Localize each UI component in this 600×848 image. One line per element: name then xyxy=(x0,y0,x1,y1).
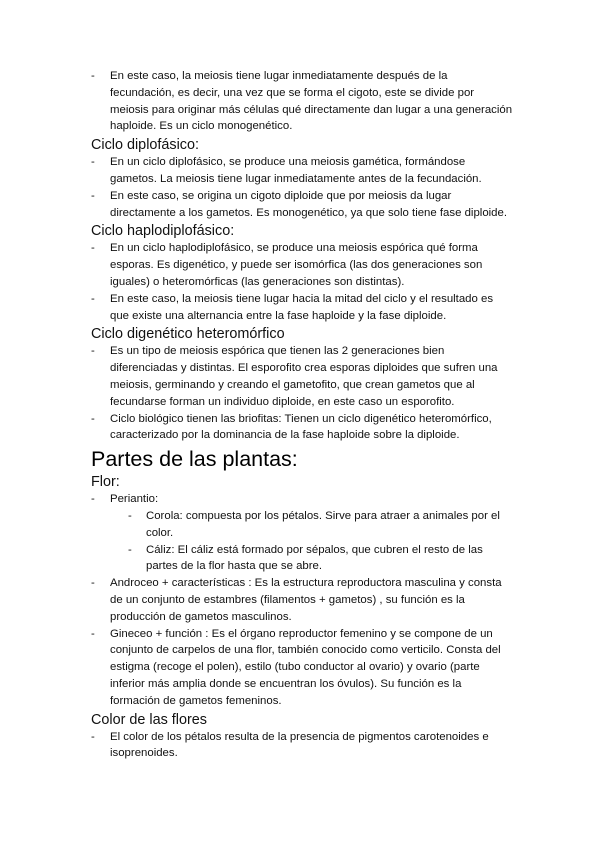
bullet-dash: - xyxy=(91,242,95,255)
document-content xyxy=(0,68,600,762)
item-text: Ciclo biológico tienen las briofitas: Tienen un ciclo digenético heteromórfico, caracterizado por la dominancia de la fase haploide sobre la diploide. xyxy=(110,412,492,442)
bullet-dash: - xyxy=(128,509,132,522)
sub-list-item xyxy=(0,508,600,542)
bullet-dash: - xyxy=(91,493,95,506)
bullet-dash: - xyxy=(91,189,95,202)
item-text: En este caso, se origina un cigoto diploide que por meiosis da lugar directamente a los gametos. Es monogenético, ya que solo tiene fase diploide. xyxy=(110,189,508,219)
bullet-dash: - xyxy=(91,292,95,305)
item-text: Es un tipo de meiosis espórica que tienen las 2 generaciones bien diferenciadas y distintas. El esporofito crea esporas diploides que sufren una meiosis, germinando y creando el gametofito, que crean gametos que al fecundarse forman un individuo diploide, en este caso un esporofito. xyxy=(110,345,498,408)
list-item xyxy=(0,491,600,508)
bullet-dash: - xyxy=(91,70,95,82)
item-text: Androceo + características : Es la estructura reproductora masculina y consta de un conjunto de estambres (filamentos + gametos) , su función es la producción de gametos masculinos. xyxy=(110,577,502,623)
list-item xyxy=(0,291,600,325)
bullet-dash: - xyxy=(128,543,132,556)
list-item xyxy=(0,188,600,222)
list-item xyxy=(0,411,600,445)
section-heading: Color de las flores xyxy=(91,711,207,728)
list-item xyxy=(0,240,600,290)
list-item xyxy=(0,729,600,763)
bullet-dash: - xyxy=(91,730,95,743)
section-heading: Ciclo haplodiplofásico: xyxy=(91,223,235,240)
item-text: Gineceo + función : Es el órgano reproductor femenino y se compone de un conjunto de carpelos de una flor, también conocido como verticilo. Consta del estigma (recoge el polen), estilo (tubo conductor al ovario) y ovario (parte inferior más amplia donde se encuentran los óvulos). Su función es la formación de gametos femeninos. xyxy=(110,627,501,707)
list-item xyxy=(0,626,600,710)
sub-list-item xyxy=(0,542,600,576)
section-heading: Flor: xyxy=(91,474,120,491)
item-text: Periantio: xyxy=(110,493,159,506)
item-text: En un ciclo diplofásico, se produce una meiosis gamética, formándose gametos. La meiosis tiene lugar inmediatamente antes de la fecundación. xyxy=(110,156,482,185)
list-item xyxy=(0,68,600,135)
bullet-dash: - xyxy=(91,412,95,425)
item-text: El color de los pétalos resulta de la presencia de pigmentos carotenoides e isoprenoides. xyxy=(110,730,489,760)
bullet-dash: - xyxy=(91,627,95,640)
section-heading: Ciclo digenético heteromórfico xyxy=(91,326,285,343)
main-heading: Partes de las plantas: xyxy=(91,447,298,472)
list-item xyxy=(0,154,600,188)
list-item xyxy=(0,575,600,625)
list-item xyxy=(0,343,600,410)
item-text: Corola: compuesta por los pétalos. Sirve para atraer a animales por el color. xyxy=(146,509,500,539)
bullet-dash: - xyxy=(91,577,95,590)
item-text: En este caso, la meiosis tiene lugar inmediatamente después de la fecundación, es decir, una vez que se forma el cigoto, este se divide por meiosis para originar más células qué directamente dan lugar a una generación haploide. Es un ciclo monogenético. xyxy=(110,70,513,133)
item-text: Cáliz: El cáliz está formado por sépalos, que cubren el resto de las partes de la flor hasta que se abre. xyxy=(146,543,483,573)
item-text: En un ciclo haplodiplofásico, se produce una meiosis espórica qué forma esporas. Es digenético, y puede ser isomórfica (las dos generaciones son iguales) o heteromórficas (las generaciones son distintas). xyxy=(110,242,483,288)
item-text: En este caso, la meiosis tiene lugar hacia la mitad del ciclo y el resultado es que existe una alternancia entre la fase haploide y la fase diploide. xyxy=(110,292,494,322)
bullet-dash: - xyxy=(91,156,95,169)
section-heading: Ciclo diplofásico: xyxy=(91,137,199,154)
bullet-dash: - xyxy=(91,345,95,358)
